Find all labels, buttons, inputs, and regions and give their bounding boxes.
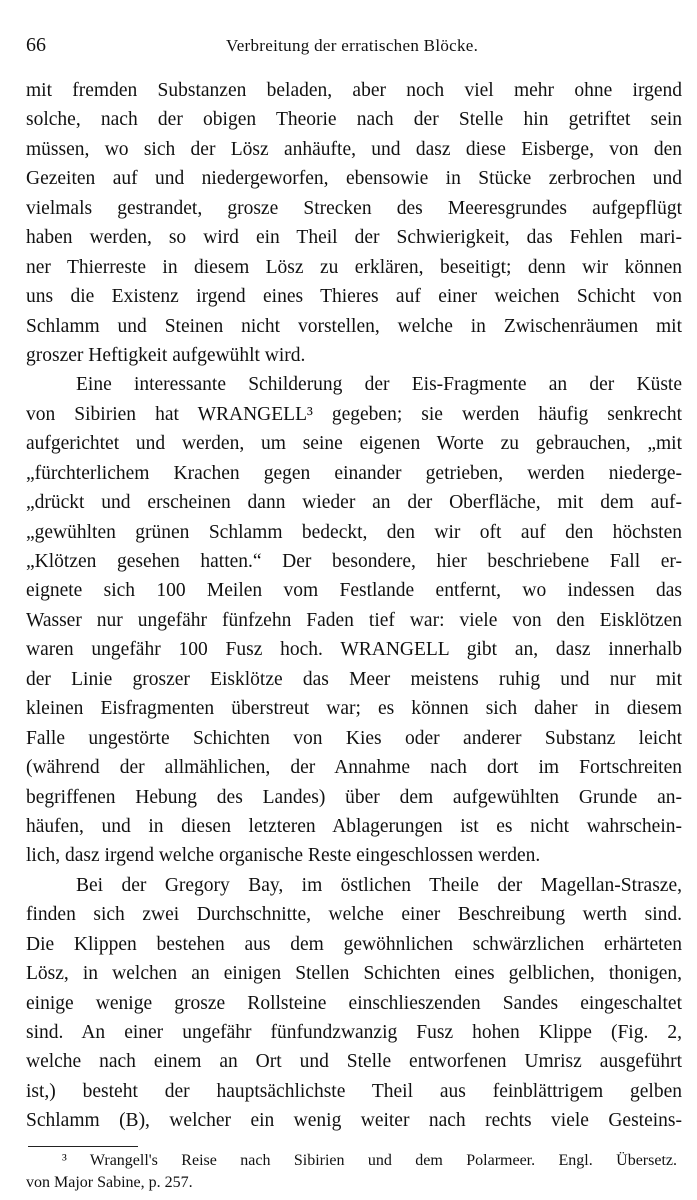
body-line: ner Thierreste in diesem Lösz zu erklären, beseitigt; denn wir können	[26, 256, 682, 278]
page-number: 66	[26, 34, 46, 56]
body-line: Schlamm und Steinen nicht vorstellen, welche in Zwischenräumen mit	[26, 315, 682, 337]
body-line: (während der allmählichen, der Annahme nach dort im Fortschreiten	[26, 757, 682, 779]
footnotes	[26, 1150, 677, 1194]
body-line: von Sibirien hat WRANGELL³ gegeben; sie werden häufig senkrecht	[26, 403, 682, 425]
body-line: kleinen Eisfragmenten überstreut war; es können sich daher in diesem	[26, 698, 682, 720]
body-line: welche nach einem an Ort und Stelle entworfenen Umrisz ausgeführt	[26, 1051, 682, 1073]
body-line: Lösz, in welchen an einigen Stellen Schichten eines gelblichen, thonigen,	[26, 963, 682, 985]
body-line: eignete sich 100 Meilen vom Festlande entfernt, wo indessen das	[26, 580, 682, 602]
body-line: ist,) besteht der hauptsächlichste Theil aus feinblättrigem gelben	[26, 1080, 682, 1102]
body-line: haben werden, so wird ein Theil der Schwierigkeit, das Fehlen mari-	[26, 227, 682, 249]
paragraph-last-line: lich, dasz irgend welche organische Reste eingeschlossen werden.	[26, 845, 541, 867]
body-line: einige wenige grosze Rollsteine einschlieszenden Sandes eingeschaltet	[26, 992, 682, 1014]
footnote-line: von Major Sabine, p. 257.	[26, 1174, 193, 1191]
footnote-line: ³ Wrangell's Reise nach Sibirien und dem Polarmeer. Engl. Übersetz.	[62, 1152, 677, 1169]
body-line: Gezeiten auf und niedergeworfen, ebensowie in Stücke zerbrochen und	[26, 168, 682, 190]
body-line: vielmals gestrandet, grosze Strecken des Meeresgrundes aufgepflügt	[26, 197, 682, 219]
body-line: aufgerichtet und werden, um seine eigenen Worte zu gebrauchen, „mit	[26, 433, 682, 455]
body-line: mit fremden Substanzen beladen, aber noch viel mehr ohne irgend	[26, 80, 682, 101]
body-line: Falle ungestörte Schichten von Kies oder anderer Substanz leicht	[26, 727, 682, 749]
body-line: „drückt und erscheinen dann wieder an der Oberfläche, mit dem auf-	[26, 492, 682, 514]
body-line: der Linie groszer Eisklötze das Meer meistens ruhig und nur mit	[26, 668, 682, 690]
body-line: häufen, und in diesen letzteren Ablagerungen ist es nicht wahrschein-	[26, 815, 682, 837]
body-line: solche, nach der obigen Theorie nach der Stelle hin getriftet sein	[26, 109, 682, 131]
paragraph-last-line: groszer Heftigkeit aufgewühlt wird.	[26, 344, 306, 366]
body-line: Schlamm (B), welcher ein wenig weiter nach rechts viele Gesteins-	[26, 1110, 682, 1132]
page-header	[26, 34, 666, 60]
body-line: finden sich zwei Durchschnitte, welche einer Beschreibung werth sind.	[26, 904, 682, 926]
body-text	[26, 76, 682, 1136]
body-line: uns die Existenz irgend eines Thieres auf einer weichen Schicht von	[26, 286, 682, 308]
body-line: waren ungefähr 100 Fusz hoch. WRANGELL gibt an, dasz innerhalb	[26, 639, 682, 661]
body-line: Wasser nur ungefähr fünfzehn Faden tief war: viele von den Eisklötzen	[26, 609, 682, 631]
body-line: Die Klippen bestehen aus dem gewöhnlichen schwärzlichen erhärteten	[26, 933, 682, 955]
body-line: begriffenen Hebung des Landes) über dem aufgewühlten Grunde an-	[26, 786, 682, 808]
body-line: sind. An einer ungefähr fünfundzwanzig Fusz hohen Klippe (Fig. 2,	[26, 1022, 682, 1043]
running-title: Verbreitung der erratischen Blöcke.	[226, 36, 479, 55]
body-line: müssen, wo sich der Lösz anhäufte, und dasz diese Eisberge, von den	[26, 138, 682, 160]
footnote-divider	[28, 1146, 138, 1147]
body-line: „fürchterlichem Krachen gegen einander getrieben, werden niederge-	[26, 462, 682, 484]
paragraph-first-line: Eine interessante Schilderung der Eis-Fragmente an der Küste	[76, 374, 682, 396]
body-line: „Klötzen gesehen hatten.“ Der besondere, hier beschriebene Fall er-	[26, 551, 682, 572]
paragraph-first-line: Bei der Gregory Bay, im östlichen Theile der Magellan-Strasze,	[76, 874, 682, 896]
body-line: „gewühlten grünen Schlamm bedeckt, den wir oft auf den höchsten	[26, 521, 682, 543]
